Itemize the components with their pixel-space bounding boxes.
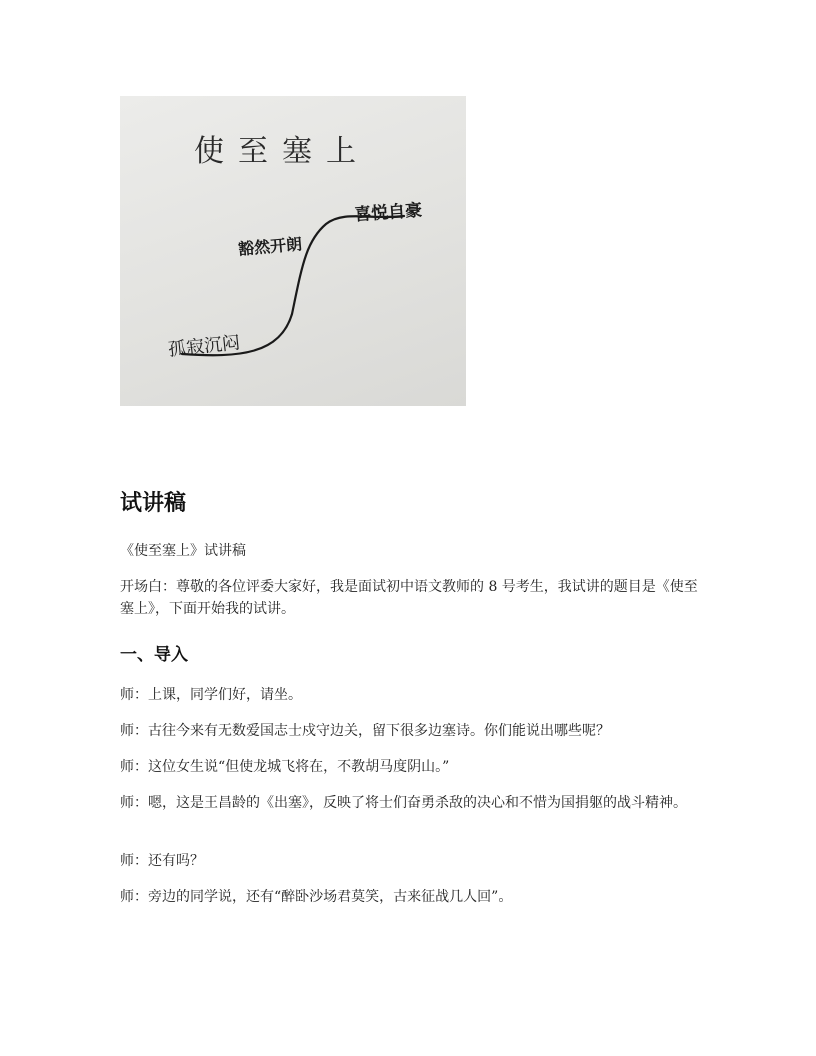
paragraph-4: 师：嗯，这是王昌龄的《出塞》，反映了将士们奋勇杀敌的决心和不惜为国捐躯的战斗精神。: [120, 795, 687, 811]
handwritten-diagram-photo: [120, 96, 466, 406]
document-heading: 试讲稿: [120, 491, 187, 516]
label-joyful-proud: 喜悦自豪: [353, 200, 423, 226]
document-subtitle: 《使至塞上》试讲稿: [120, 543, 246, 559]
diagram-title: 使至塞上: [194, 134, 370, 169]
paragraph-3: 师：这位女生说“但使龙城飞将在，不教胡马度阴山。”: [120, 759, 450, 775]
paragraph-6: 师：旁边的同学说，还有“醉卧沙场君莫笑，古来征战几人回”。: [120, 889, 513, 905]
paragraph-5: 师：还有吗？: [120, 853, 204, 869]
label-lonely-gloomy: 孤寂沉闷: [167, 332, 242, 361]
paragraph-2: 师：古往今来有无数爱国志士戍守边关，留下很多边塞诗。你们能说出哪些呢？: [120, 723, 610, 739]
opening-paragraph: 开场白：尊敬的各位评委大家好，我是面试初中语文教师的 8 号考生，我试讲的题目是《使至塞上》，下面开始我的试讲。: [120, 579, 698, 617]
paragraph-1: 师：上课，同学们好，请坐。: [120, 687, 302, 703]
section-heading-intro: 一、导入: [120, 645, 188, 665]
label-enlightened: 豁然开朗: [237, 234, 303, 259]
